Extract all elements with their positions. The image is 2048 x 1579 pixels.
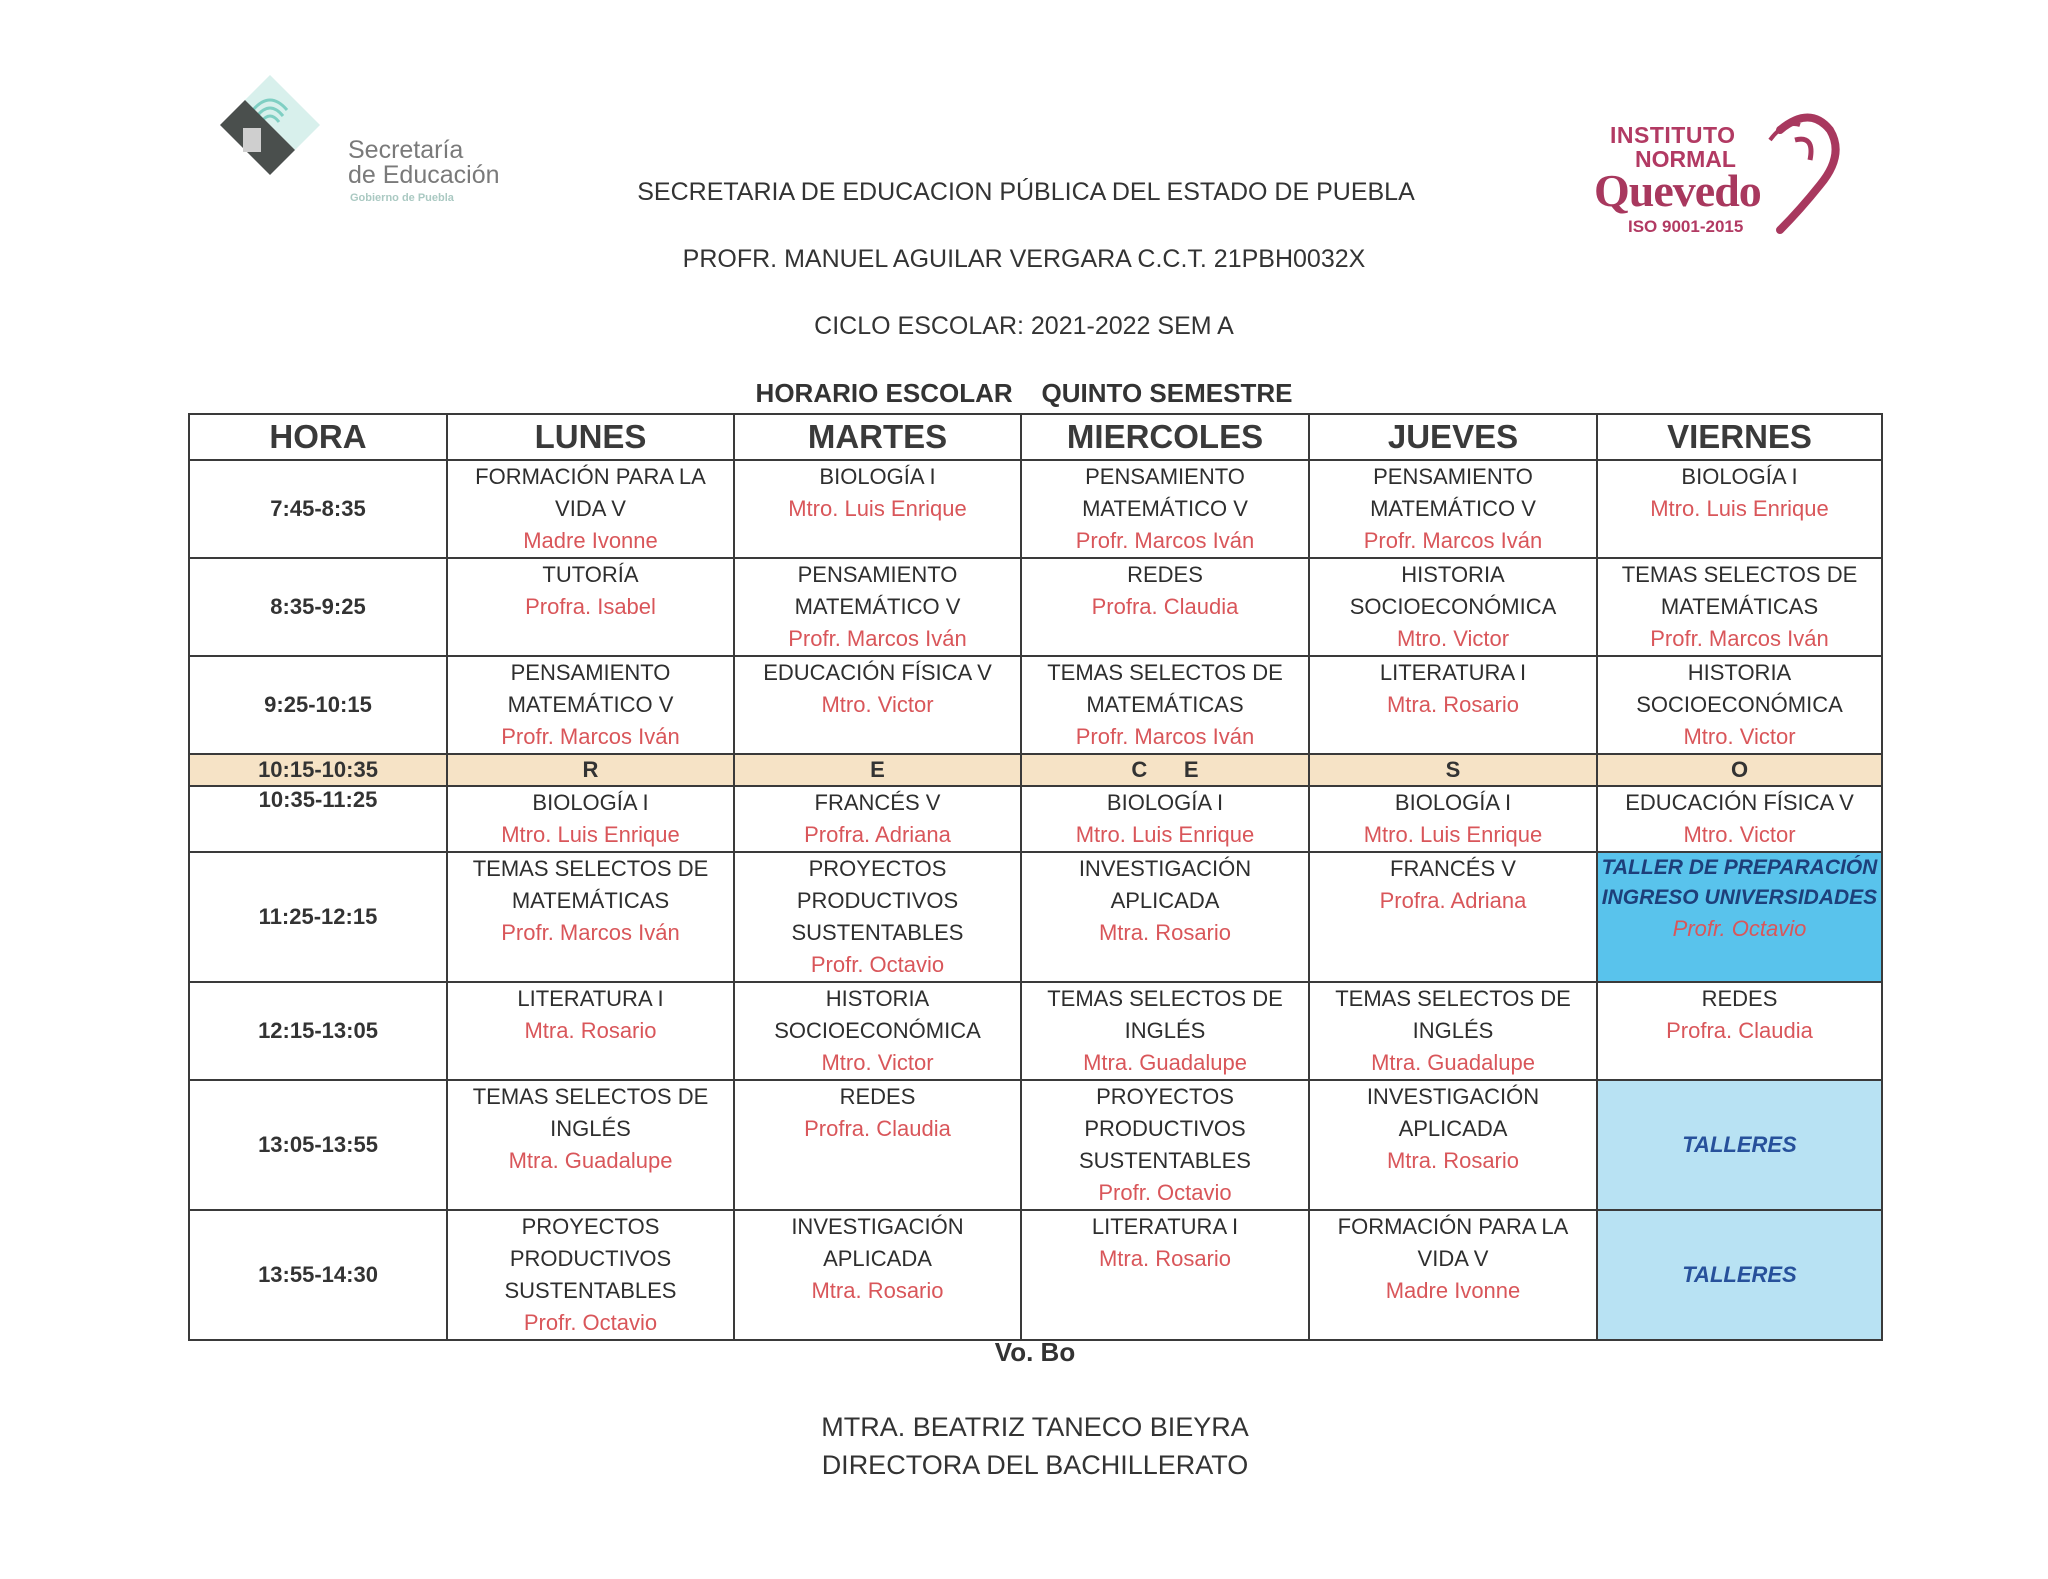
header-line3: CICLO ESCOLAR: 2021-2022 SEM A <box>814 312 1234 340</box>
class-cell <box>734 786 1021 852</box>
inst-line2: NORMAL <box>1635 146 1736 172</box>
class-cell <box>734 982 1021 1080</box>
subject-line: HISTORIA <box>1401 562 1505 587</box>
subject-line: BIOLOGÍA I <box>819 464 936 489</box>
class-cell <box>1021 982 1309 1080</box>
subject-line: MATEMÁTICO V <box>1082 496 1248 521</box>
class-cell <box>447 786 734 852</box>
class-cell <box>1597 852 1882 982</box>
class-cell <box>1309 656 1597 754</box>
teacher-name: Mtra. Rosario <box>811 1278 944 1303</box>
class-cell <box>447 460 734 558</box>
inst-iso: ISO 9001-2015 <box>1628 217 1744 236</box>
subject-line: FRANCÉS V <box>814 790 941 815</box>
column-header: LUNES <box>447 414 734 460</box>
class-cell <box>1597 460 1882 558</box>
subject-line: SOCIOECONÓMICA <box>1349 594 1557 619</box>
class-cell <box>734 852 1021 982</box>
inst-line3: Quevedo <box>1594 165 1761 216</box>
teacher-name: Profra. Isabel <box>525 594 656 619</box>
teacher-name: Profr. Octavio <box>1672 916 1807 941</box>
subject-line: HISTORIA <box>825 986 930 1011</box>
teacher-name: Mtro. Victor <box>1396 626 1510 651</box>
teacher-name: Profra. Claudia <box>804 1116 951 1141</box>
subject-line: TEMAS SELECTOS DE <box>1335 986 1571 1011</box>
time-slot: 12:15-13:05 <box>189 982 447 1080</box>
teacher-name: Profr. Marcos Iván <box>501 724 680 749</box>
time-slot: 7:45-8:35 <box>189 460 447 558</box>
teacher-name: Profr. Octavio <box>1098 1180 1232 1205</box>
time-slot: 9:25-10:15 <box>189 656 447 754</box>
teacher-name: Profra. Adriana <box>804 822 951 847</box>
schedule-table <box>188 413 1883 1341</box>
schedule-row <box>189 786 1882 852</box>
class-cell <box>1597 982 1882 1080</box>
teacher-name: Profr. Marcos Iván <box>1075 724 1255 749</box>
column-header: VIERNES <box>1597 414 1882 460</box>
teacher-name: Mtro. Luis Enrique <box>1075 822 1255 847</box>
schedule-title: HORARIO ESCOLAR QUINTO SEMESTRE <box>755 378 1293 408</box>
class-cell <box>734 656 1021 754</box>
subject-line: SUSTENTABLES <box>791 920 964 945</box>
subject-line: PROYECTOS <box>521 1214 660 1239</box>
subject-line: LITERATURA I <box>1091 1214 1239 1239</box>
teacher-name: Mtro. Victor <box>821 692 934 717</box>
subject-line: PRODUCTIVOS <box>796 888 959 913</box>
schedule-row <box>189 656 1882 754</box>
time-slot: 10:35-11:25 <box>189 786 447 852</box>
subject-line: APLICADA <box>1110 888 1220 913</box>
subject-line: TUTORÍA <box>542 562 639 587</box>
teacher-name: Mtra. Rosario <box>1386 692 1520 717</box>
column-header: MIERCOLES <box>1021 414 1309 460</box>
talleres-cell: TALLERES <box>1597 1210 1882 1340</box>
class-cell <box>1597 786 1882 852</box>
subject-line: TEMAS SELECTOS DE <box>1621 562 1858 587</box>
class-cell <box>1597 656 1882 754</box>
teacher-name: Profr. Marcos Iván <box>1650 626 1829 651</box>
teacher-name: Mtro. Victor <box>1683 822 1796 847</box>
schedule-row <box>189 1080 1882 1210</box>
teacher-name: Profra. Claudia <box>1091 594 1239 619</box>
talleres-cell: TALLERES <box>1597 1080 1882 1210</box>
class-cell <box>1021 1210 1309 1340</box>
director-name: MTRA. BEATRIZ TANECO BIEYRA <box>821 1412 1249 1442</box>
class-cell <box>1021 852 1309 982</box>
class-cell <box>447 656 734 754</box>
recess-letter: R <box>447 754 734 786</box>
class-cell <box>1597 558 1882 656</box>
subject-line: MATEMÁTICO V <box>794 594 961 619</box>
vobo-label: Vo. Bo <box>994 1337 1076 1367</box>
class-cell <box>1309 852 1597 982</box>
class-cell <box>1309 460 1597 558</box>
class-cell <box>1021 558 1309 656</box>
class-cell <box>1309 1080 1597 1210</box>
subject-line: MATEMÁTICAS <box>1660 594 1819 619</box>
recess-time: 10:15-10:35 <box>189 754 447 786</box>
teacher-name: Profr. Marcos Iván <box>788 626 967 651</box>
subject-line: REDES <box>1701 986 1778 1011</box>
schedule-body <box>189 460 1882 1340</box>
teacher-name: Mtra. Guadalupe <box>1083 1050 1247 1075</box>
teacher-name: Mtra. Rosario <box>524 1018 657 1043</box>
column-header: HORA <box>189 414 447 460</box>
subject-line: EDUCACIÓN FÍSICA V <box>1625 790 1854 815</box>
teacher-name: Profra. Adriana <box>1379 888 1527 913</box>
subject-line: EDUCACIÓN FÍSICA V <box>763 660 992 685</box>
subject-line: TEMAS SELECTOS DE <box>1047 986 1283 1011</box>
class-cell <box>734 460 1021 558</box>
teacher-name: Madre Ivonne <box>1385 1278 1521 1303</box>
column-header: JUEVES <box>1309 414 1597 460</box>
sep-name-line2: de Educación <box>348 161 500 189</box>
director-title: DIRECTORA DEL BACHILLERATO <box>821 1450 1249 1480</box>
header-line1: SECRETARIA DE EDUCACION PÚBLICA DEL ESTADO DE PUEBLA <box>637 178 1415 206</box>
subject-line: APLICADA <box>823 1246 932 1271</box>
class-cell <box>734 1080 1021 1210</box>
inst-line1: INSTITUTO <box>1610 122 1736 148</box>
class-cell <box>447 1210 734 1340</box>
quevedo-swoosh-icon <box>1740 100 1850 240</box>
recess-letter: S <box>1309 754 1597 786</box>
subject-line: INVESTIGACIÓN <box>1366 1084 1540 1109</box>
subject-line: MATEMÁTICAS <box>1086 692 1244 717</box>
time-slot: 8:35-9:25 <box>189 558 447 656</box>
subject-line: FORMACIÓN PARA LA <box>475 464 706 489</box>
class-cell <box>734 558 1021 656</box>
teacher-name: Profra. Claudia <box>1666 1018 1813 1043</box>
subject-line: APLICADA <box>1398 1116 1508 1141</box>
subject-line: PENSAMIENTO <box>1085 464 1245 489</box>
header-line2: PROFR. MANUEL AGUILAR VERGARA C.C.T. 21PBH0032X <box>682 245 1366 273</box>
subject-line: TEMAS SELECTOS DE <box>472 856 709 881</box>
time-slot: 13:05-13:55 <box>189 1080 447 1210</box>
subject-line: PRODUCTIVOS <box>1084 1116 1246 1141</box>
subject-line: FORMACIÓN PARA LA <box>1337 1214 1569 1239</box>
subject-line: REDES <box>1127 562 1203 587</box>
subject-line: FRANCÉS V <box>1390 856 1516 881</box>
subject-line: VIDA V <box>1417 1246 1489 1271</box>
recess-letter: O <box>1597 754 1882 786</box>
sep-name-line1: Secretaría <box>348 136 464 164</box>
teacher-name: Mtro. Victor <box>1683 724 1796 749</box>
class-cell <box>1021 786 1309 852</box>
subject-line: INGRESO UNIVERSIDADES <box>1601 886 1878 909</box>
class-cell <box>447 1080 734 1210</box>
teacher-name: Profr. Marcos Iván <box>501 920 680 945</box>
class-cell <box>447 852 734 982</box>
subject-line: INGLÉS <box>1412 1018 1494 1043</box>
schedule-row <box>189 1210 1882 1340</box>
teacher-name: Profr. Marcos Iván <box>1075 528 1255 553</box>
subject-line: REDES <box>839 1084 916 1109</box>
subject-line: MATEMÁTICO V <box>1370 496 1536 521</box>
time-slot: 13:55-14:30 <box>189 1210 447 1340</box>
teacher-name: Mtra. Guadalupe <box>1371 1050 1535 1075</box>
subject-line: BIOLOGÍA I <box>1394 790 1512 815</box>
subject-line: LITERATURA I <box>1379 660 1527 685</box>
recess-letter: E <box>734 754 1021 786</box>
class-cell <box>447 558 734 656</box>
teacher-name: Profr. Octavio <box>810 952 945 977</box>
class-cell <box>1021 656 1309 754</box>
schedule-row <box>189 558 1882 656</box>
teacher-name: Mtro. Luis Enrique <box>1363 822 1543 847</box>
teacher-name: Madre Ivonne <box>523 528 658 553</box>
class-cell <box>734 1210 1021 1340</box>
subject-line: INGLÉS <box>1124 1018 1206 1043</box>
subject-line: MATEMÁTICO V <box>507 692 674 717</box>
subject-line: TEMAS SELECTOS DE <box>1047 660 1283 685</box>
schedule-row <box>189 852 1882 982</box>
schedule-row <box>189 982 1882 1080</box>
subject-line: SUSTENTABLES <box>1079 1148 1251 1173</box>
teacher-name: Mtra. Rosario <box>1386 1148 1520 1173</box>
column-header: MARTES <box>734 414 1021 460</box>
teacher-name: Mtro. Luis Enrique <box>1650 496 1829 521</box>
class-cell <box>1309 982 1597 1080</box>
subject-line: PRODUCTIVOS <box>509 1246 672 1271</box>
subject-line: TALLER DE PREPARACIÓN <box>1601 856 1878 879</box>
class-cell <box>1309 1210 1597 1340</box>
teacher-name: Mtra. Guadalupe <box>508 1148 673 1173</box>
class-cell <box>1021 460 1309 558</box>
subject-line: PROYECTOS <box>1096 1084 1234 1109</box>
subject-line: MATEMÁTICAS <box>511 888 670 913</box>
recess-row <box>189 754 1882 786</box>
class-cell <box>1309 786 1597 852</box>
subject-line: INVESTIGACIÓN <box>1078 856 1252 881</box>
subject-line: INVESTIGACIÓN <box>791 1214 964 1239</box>
recess-letter: C E <box>1021 754 1309 786</box>
teacher-name: Mtro. Luis Enrique <box>788 496 967 521</box>
teacher-name: Mtra. Rosario <box>1098 920 1232 945</box>
class-cell <box>1309 558 1597 656</box>
subject-line: INGLÉS <box>550 1116 631 1141</box>
subject-line: SUSTENTABLES <box>504 1278 677 1303</box>
class-cell <box>1021 1080 1309 1210</box>
subject-line: VIDA V <box>555 496 626 521</box>
subject-line: PENSAMIENTO <box>510 660 671 685</box>
subject-line: PENSAMIENTO <box>1373 464 1533 489</box>
teacher-name: Profr. Octavio <box>523 1310 658 1335</box>
subject-line: BIOLOGÍA I <box>532 790 649 815</box>
teacher-name: Mtro. Victor <box>821 1050 934 1075</box>
subject-line: SOCIOECONÓMICA <box>1636 692 1843 717</box>
sep-government-line: Gobierno de Puebla <box>350 192 454 204</box>
quevedo-logo <box>1590 100 1890 250</box>
teacher-name: Mtro. Luis Enrique <box>501 822 680 847</box>
teacher-name: Mtra. Rosario <box>1098 1246 1232 1271</box>
subject-line: PENSAMIENTO <box>797 562 958 587</box>
schedule-row <box>189 460 1882 558</box>
subject-line: BIOLOGÍA I <box>1681 464 1798 489</box>
class-cell <box>447 982 734 1080</box>
time-slot: 11:25-12:15 <box>189 852 447 982</box>
subject-line: LITERATURA I <box>517 986 664 1011</box>
subject-line: HISTORIA <box>1687 660 1792 685</box>
subject-line: BIOLOGÍA I <box>1106 790 1224 815</box>
subject-line: PROYECTOS <box>808 856 947 881</box>
teacher-name: Profr. Marcos Iván <box>1363 528 1543 553</box>
subject-line: SOCIOECONÓMICA <box>774 1018 981 1043</box>
subject-line: TEMAS SELECTOS DE <box>472 1084 709 1109</box>
schedule-header <box>189 414 1882 460</box>
